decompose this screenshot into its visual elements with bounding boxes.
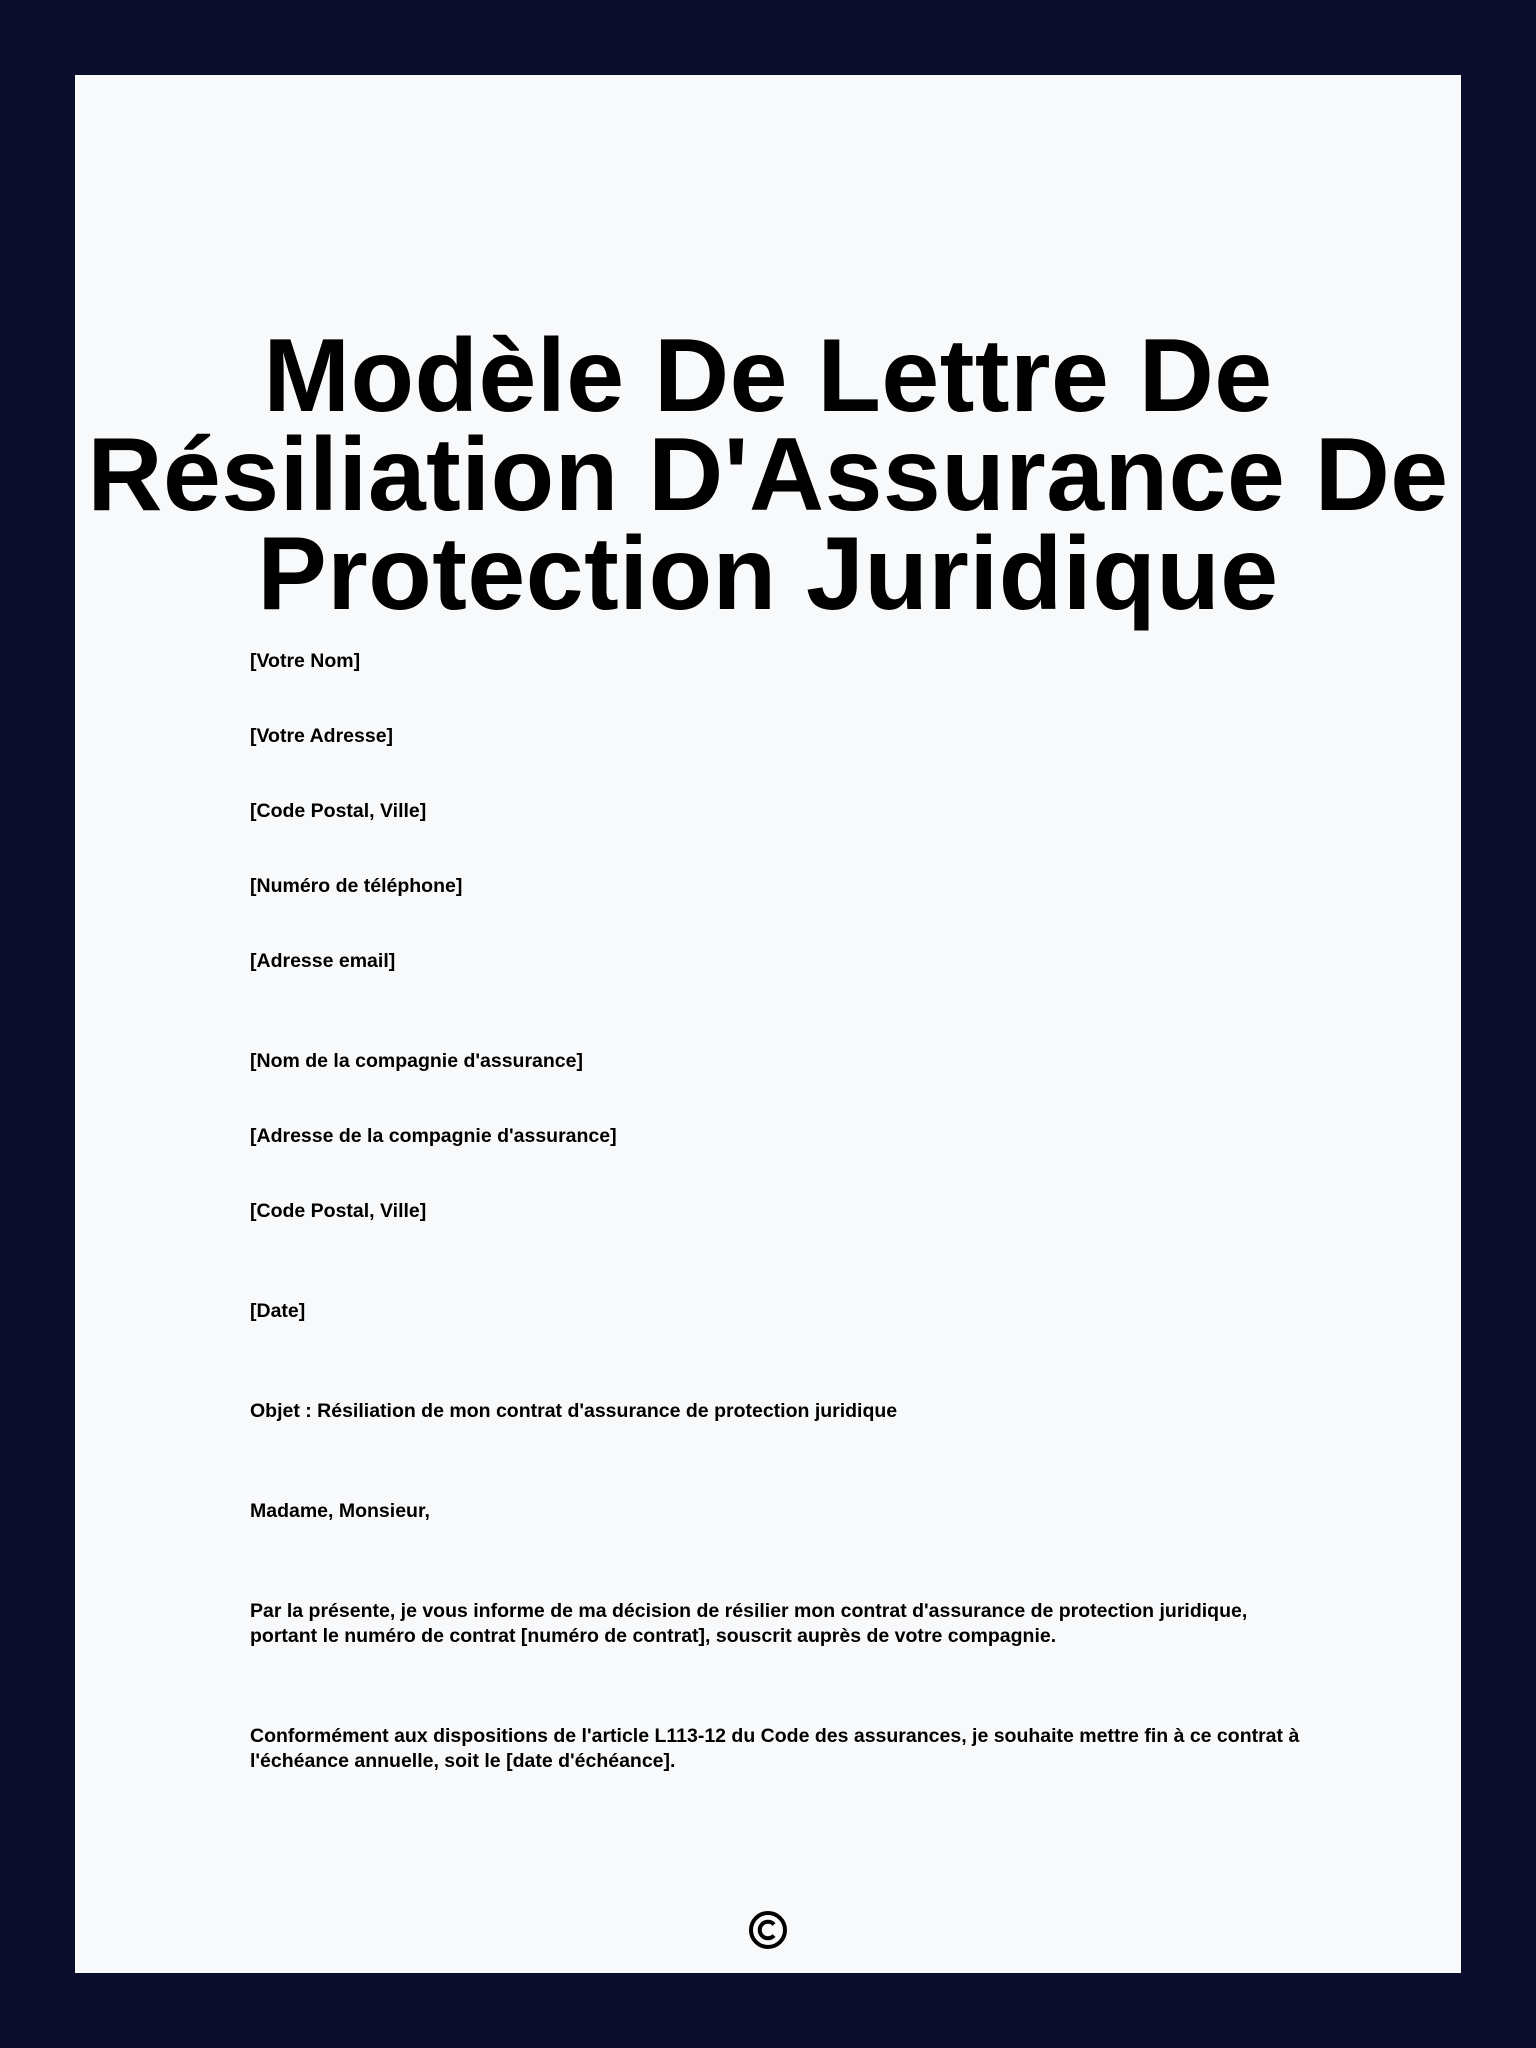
sender-email: [Adresse email] <box>250 950 396 972</box>
page-title: Modèle De Lettre De Résiliation D'Assurance De Protection Juridique <box>87 318 1449 632</box>
sender-address: [Votre Adresse] <box>250 725 394 747</box>
letter-date: [Date] <box>250 1300 306 1322</box>
body-paragraph-2: Conformément aux dispositions de l'article L113-12 du Code des assurances, je souhaite mettre fin à ce contrat à l'échéance annuelle, soit le [date d'échéance]. <box>250 1725 1300 1772</box>
recipient-postal-city: [Code Postal, Ville] <box>250 1200 427 1222</box>
sender-postal-city: [Code Postal, Ville] <box>250 800 427 822</box>
body-paragraph-1: Par la présente, je vous informe de ma décision de résilier mon contrat d'assurance de protection juridique, portant le numéro de contrat [numéro de contrat], souscrit auprès de votre compagnie. <box>250 1600 1248 1647</box>
letter-subject: Objet : Résiliation de mon contrat d'assurance de protection juridique <box>250 1400 898 1422</box>
recipient-company: [Nom de la compagnie d'assurance] <box>250 1050 583 1072</box>
letter-page <box>75 75 1461 1973</box>
copyright-icon <box>743 1905 793 1955</box>
sender-phone: [Numéro de téléphone] <box>250 875 463 897</box>
sender-name: [Votre Nom] <box>250 650 361 672</box>
recipient-address: [Adresse de la compagnie d'assurance] <box>250 1125 617 1147</box>
letter-salutation: Madame, Monsieur, <box>250 1500 430 1522</box>
